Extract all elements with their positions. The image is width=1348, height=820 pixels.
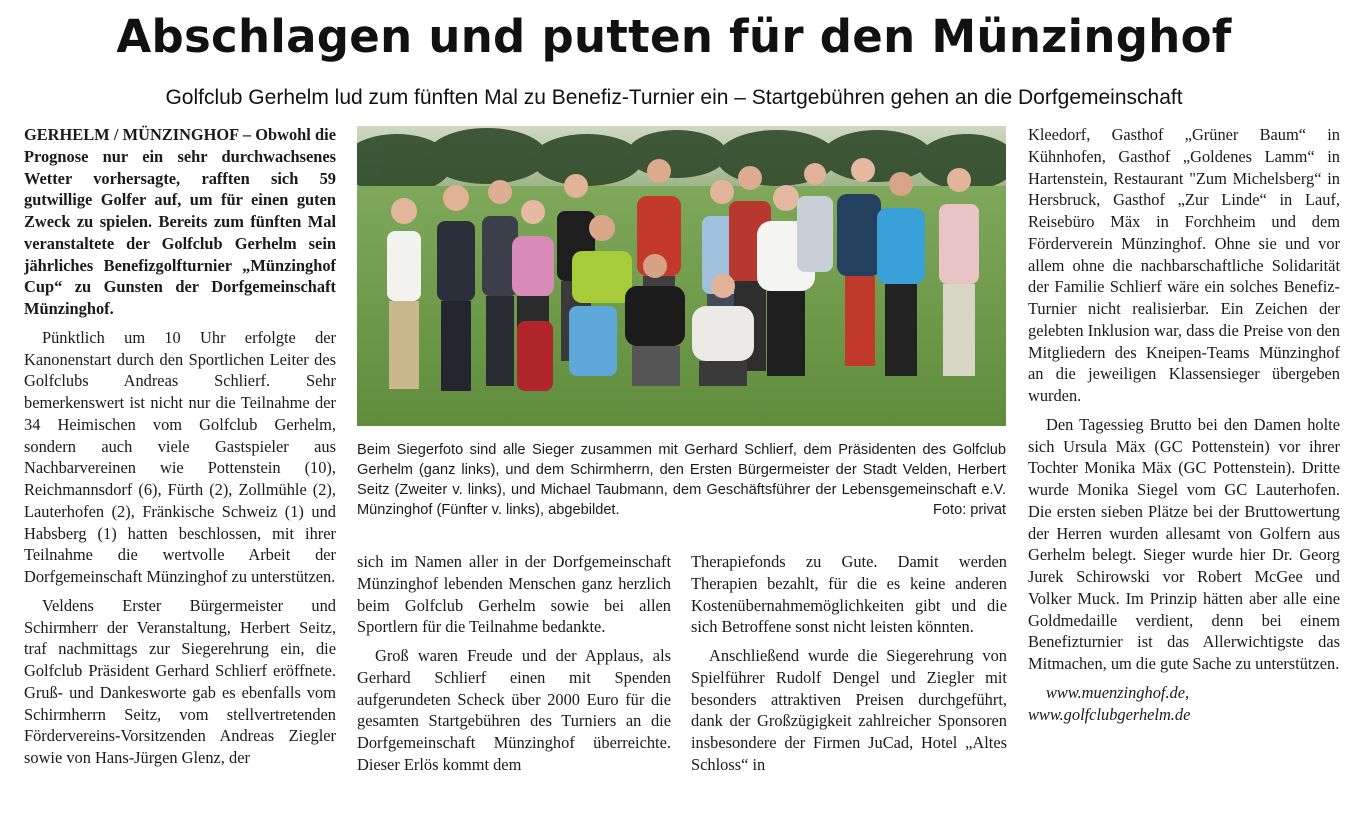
body-paragraph: Groß waren Freude und der Applaus, als Gerhard Schlierf einen mit Spenden aufgerundeten Scheck über 2000 Euro für die gesamten Startgebühren des Turniers an die Dorfgemeinschaft Münzinghof überreichte. Dieser Erlös kommt dem bbox=[357, 646, 671, 774]
headline: Abschlagen und putten für den Münzinghof bbox=[116, 10, 1232, 63]
body-paragraph: Den Tagessieg Brutto bei den Damen holte sich Ursula Mäx (GC Pottenstein) vor ihrer Tochter Monika Mäx (GC Pottenstein). Dritte wurde Monika Siegel vom GC Lauterhofen. Die ersten sieben Plätze bei der Bruttowertung der Herren wurden allesamt von Golfern aus Gerhelm belegt. Sieger wurde hier Dr. Georg Jurek Schirowski vor Robert McGee und Volker Muck. Im Prinzip hätten aber alle eine Goldmedaille verdient, denn bei einem Benefizturnier ist das Allerwichtigste das Mitmachen, um die gute Sache zu unterstützen. bbox=[1028, 414, 1340, 673]
caption-text: Beim Siegerfoto sind alle Sieger zusammen mit Gerhard Schlierf, dem Präsidenten des Golfclub Gerhelm (ganz links), und dem Schirmherrn, den Ersten Bürgermeister der Stadt Velden, Herbert Seitz (Zweiter v. links), und Michael Taubmann, dem Geschäftsführer der Lebensgemeinschaft e.V. Münzinghof (Fünfter v. links), abgebildet. bbox=[357, 442, 1006, 518]
body-paragraph: Kleedorf, Gasthof „Grüner Baum“ in Kühnhofen, Gasthof „Goldenes Lamm“ in Hartenstein, Restaurant "Zum Michelsberg“ in Hersbruck, Gasthof „Zur Linde“ in Lauf, Reisebüro Mäx in Forchheim und dem Förderverein Münzinghof. Ohne sie und vor allem ohne die nachbarschaftliche Solidarität der Familie Schlierf wäre ein solches Benefiz-Turnier nicht realisierbar. Ein Zeichen der gelebten Inklusion war, dass die Preise von den Mitgliedern des Kneipen-Teams Münzinghof an die jeweiligen Klassensieger übergeben wurden. bbox=[1028, 125, 1340, 405]
subheadline: Golfclub Gerhelm lud zum fünften Mal zu Benefiz-Turnier ein – Startgebühren gehen an die Dorfgemeinschaft bbox=[165, 86, 1183, 109]
photo-caption bbox=[357, 440, 1006, 520]
group-photo bbox=[357, 126, 1006, 426]
article-column-2 bbox=[357, 551, 671, 813]
article-column-1 bbox=[24, 124, 336, 816]
body-paragraph: Veldens Erster Bürgermeister und Schirmherr der Veranstaltung, Herbert Seitz, traf nachmittags zur Siegerehrung ein, die Golfclub Präsident Gerhard Schlierf eröffnete. Gruß- und Dankesworte gab es ebenfalls vom Schirmherrn Seitz, vom stellvertretenden Fördervereins-Vorsitzenden Andreas Ziegler sowie von Hans-Jürgen Glenz, der bbox=[24, 595, 336, 767]
body-paragraph: sich im Namen aller in der Dorfgemeinschaft Münzinghof lebenden Menschen ganz herzlich beim Golfclub Gerhelm sowie bei allen Sportlern für die Teilnahme bedankte. bbox=[357, 552, 671, 637]
article-column-3 bbox=[691, 551, 1007, 813]
body-paragraph: Pünktlich um 10 Uhr erfolgte der Kanonenstart durch den Sportlichen Leiter des Golfclubs Andreas Schlierf. Sehr bemerkenswert ist nicht nur die Teilnahme der 34 Heimischen vom Golfclub Gerhelm, sondern auch viele Gastspieler aus Nachbarvereinen wie Pottenstein (10), Reichmannsdorf (6), Fürth (2), Zollmühle (2), Lauterhofen (2), Fränkische Schweiz (1) und Habsberg (1) hatten beschlossen, mit ihrer Teilnahme die wertvolle Arbeit der Dorfgemeinschaft Münzinghof zu unterstützen. bbox=[24, 327, 336, 586]
body-paragraph: Anschließend wurde die Siegerehrung von Spielführer Rudolf Dengel und Ziegler mit besonders attraktiven Preisen durchgeführt, dank der Großzügigkeit zahlreicher Sponsoren insbesondere der Firmen JuCad, Hotel „Altes Schloss“ in bbox=[691, 646, 1007, 774]
lead-paragraph: GERHELM / MÜNZINGHOF – Obwohl die Prognose nur ein sehr durchwachsenes Wetter vorhersagte, rafften sich 59 gutwillige Golfer auf, um für einen guten Zweck zu spielen. Bereits zum fünften Mal veranstaltete der Golfclub Gerhelm sein jährliches Benefizgolfturnier „Münzinghof Cup“ zu Gunsten der Dorfgemeinschaft Münzinghof. bbox=[24, 125, 336, 318]
photo-credit: Foto: privat bbox=[927, 500, 1006, 520]
body-paragraph: Therapiefonds zu Gute. Damit werden Therapien bezahlt, für die es keine anderen Kostenübernahmemöglichkeiten gibt und die sich Betroffene sonst nicht leisten könnten. bbox=[691, 552, 1007, 637]
article-column-4 bbox=[1028, 124, 1340, 814]
web-links: www.muenzinghof.de, www.golfclubgerhelm.de bbox=[1028, 682, 1191, 724]
